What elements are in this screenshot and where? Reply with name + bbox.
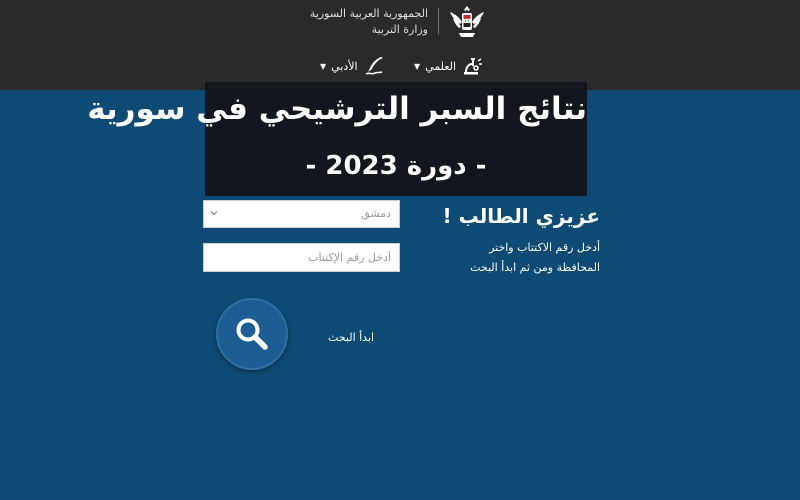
- hero-banner: [87, 82, 587, 196]
- government-name: [310, 6, 428, 38]
- greeting-heading: عزيزي الطالب !: [442, 204, 600, 228]
- nav-literary-label: الأدبي: [331, 59, 358, 73]
- republic-name: الجمهورية العربية السورية: [309, 7, 428, 20]
- quill-icon: [363, 55, 385, 77]
- hero-subtitle: - دورة 2023 -: [305, 151, 487, 181]
- search-button[interactable]: [216, 298, 288, 370]
- chevron-down-icon: [209, 208, 219, 218]
- nav-scientific-dropdown[interactable]: [414, 56, 483, 76]
- hero-title: نتائج السبر الترشيحي في سورية: [87, 91, 587, 127]
- magnifier-icon: [234, 316, 270, 352]
- governorate-select[interactable]: [203, 200, 400, 228]
- instruction-line-1: أدخل رقم الاكتتاب واختر: [489, 241, 600, 254]
- ministry-name: وزارة التربية: [371, 23, 428, 36]
- governorate-selected-value: دمشق: [361, 207, 391, 220]
- header-divider: [438, 8, 439, 34]
- top-header-bar: [0, 0, 800, 90]
- nav-scientific-label: العلمي: [425, 59, 457, 73]
- microscope-icon: [461, 55, 483, 77]
- chevron-down-icon: ▼: [414, 61, 421, 71]
- instruction-line-2: المحافظة ومن ثم ابدأ البحث: [470, 261, 600, 274]
- search-button-label[interactable]: ابدأ البحث: [328, 331, 375, 344]
- chevron-down-icon: ▼: [320, 61, 327, 71]
- nav-literary-dropdown[interactable]: [320, 56, 385, 76]
- exam-number-input[interactable]: [203, 243, 400, 272]
- instructions-text: [470, 238, 600, 278]
- syrian-eagle-emblem-icon: [446, 2, 488, 40]
